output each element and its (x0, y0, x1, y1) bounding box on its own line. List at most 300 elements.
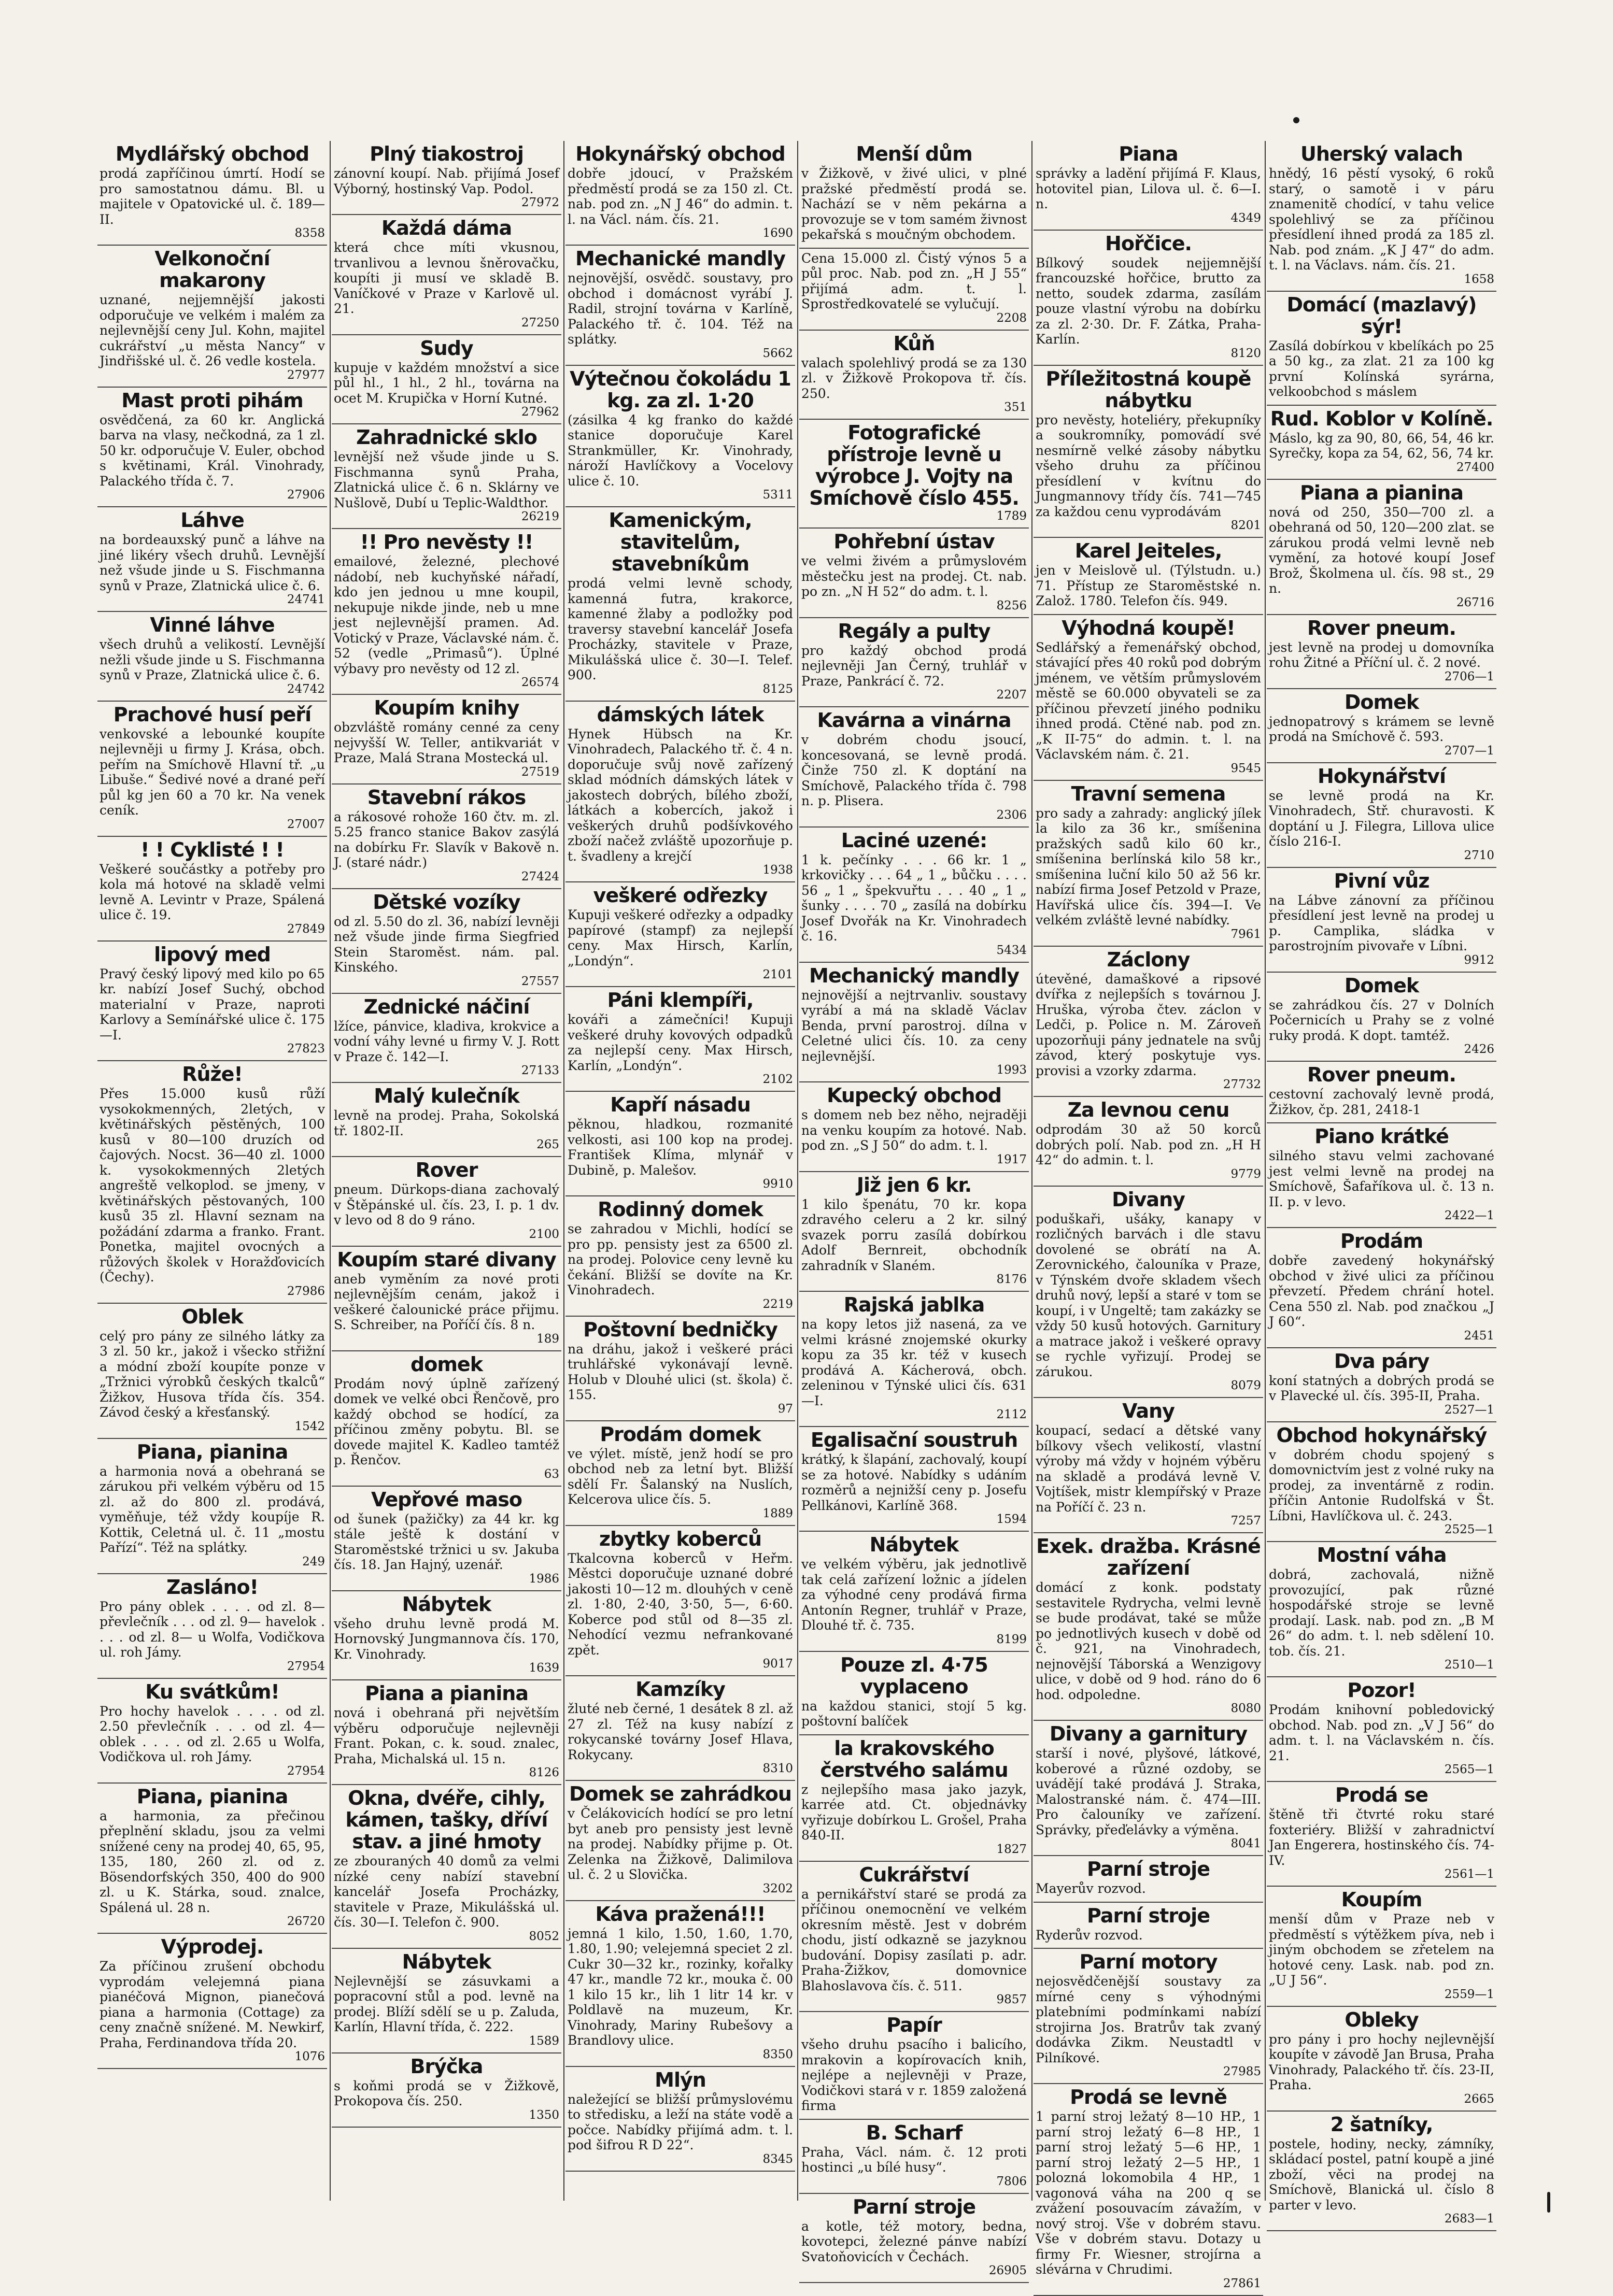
classified-ad (332, 1591, 561, 1681)
page-mark (1547, 2192, 1550, 2213)
ad-text: obzvláště romány cenné za ceny nejvyšší W. Teller, antikvariát v Praze, Malá Strana Mostecká ul. (334, 720, 559, 765)
ad-number: 97 (777, 1402, 793, 1416)
ad-text: Za příčinou zrušení obchodu vyprodám velejemná piana pianéčová Mignon, pianečová piana a harmonia (Cottage) za ceny značně snížené. M. Newkirf, Praha, Ferdinandova třída 20. (100, 1959, 325, 2050)
ad-number: 2527—1 (1444, 1403, 1494, 1417)
ad-number: 26716 (1456, 595, 1494, 609)
ad-text: útevěné, damaškové a ripsové dvířka z nejlepších s továrnou J. Hruška, výroba čtev. záclon v Ledči, p. Police n. M. Zároveň upozorňuji pány jednatele na svůj závod, který poskytuje vys. provisi a vzorky zdarma. (1036, 971, 1261, 1078)
ad-text: 1 k. pečínky . . . 66 kr. 1 „ krkovičky . . . 64 „ 1 „ bůčku . . . . 56 „ 1 „ špekvuřtu . . . 40 „ 1 „ šunky . . . . 70 „ zasílá na dobírku Josef Dvořák na Kr. Vinohradech č. 16. (801, 852, 1027, 944)
ad-number: 351 (1004, 401, 1027, 414)
ad-number: 27985 (1223, 2065, 1261, 2078)
ad-text: aneb vyměním za nové proti nejlevnějším cenám, jakož i veškeré čalounické práce přijmu. S. Schreiber, na Poříčí čís. 8 n. (334, 1271, 559, 1332)
ad-text: pro nevěsty, hoteliéry, překupníky a soukromníky, pomovádí své nesmírně velké zásoby nábytku všeho druhu za příčinou přesídlení v kvítnu do Jungmannovy třídy čís. 741—745 za každou cenu vyprodávám (1036, 412, 1261, 519)
ad-number: 8201 (1230, 519, 1261, 532)
classified-ad (332, 1949, 561, 2053)
ad-number: 2665 (1464, 2092, 1494, 2106)
classified-ad (1267, 141, 1496, 292)
ad-number: 2559—1 (1444, 1987, 1494, 2001)
ad-number: 27823 (287, 1042, 325, 1056)
ad-number: 8310 (762, 1762, 793, 1775)
classified-ad (1267, 480, 1496, 615)
ad-heading: Růže! (182, 1063, 243, 1086)
ad-text: správky a ladění přijímá F. Klaus, hotovitel pian, Lilova ul. č. 6—I. n. (1036, 166, 1261, 211)
ad-number: 2706—1 (1444, 669, 1494, 683)
classified-ad (565, 702, 795, 883)
ad-text: prodá zapříčinou úmrtí. Hodí se pro samostatnou dámu. Bl. u majitele v Opatovické ul. č. 189—II. (100, 166, 325, 227)
ad-heading: Egalisační soustruh (810, 1429, 1018, 1451)
ad-number: 8345 (762, 2152, 793, 2166)
classified-ad (1267, 1348, 1496, 1422)
ad-number: 27986 (287, 1284, 325, 1298)
ad-number: 2426 (1464, 1043, 1494, 1056)
ad-number: 1594 (996, 1513, 1027, 1526)
ad-text: naležející se bližší průmyslovému to středisku, a leží na státe vodě a počce. Nabídky přijímá adm. t. l. pod šifrou R D 22“. (568, 2091, 793, 2152)
ad-text: pro každý obchod prodá nejlevněji Jan Černý, truhlář v Praze, Pankrácí č. 72. (801, 643, 1027, 689)
classified-ad (799, 141, 1029, 249)
classified-ad (332, 424, 561, 529)
classified-ad (1034, 615, 1263, 781)
classified-ad (1034, 2084, 1263, 2296)
ad-number: 9910 (762, 1177, 793, 1191)
ad-number: 249 (302, 1555, 325, 1568)
ad-heading: Menší dům (856, 142, 972, 165)
ad-text: Přes 15.000 kusů růží vysokokmenných, 2letých, v květinářských pěstěných, 100 kusů v 80—100 druzích od čajových. Nocst. 36—40 zl. 1000 k. vysokokmenných 2letých angreště velkoplod. se jmeny, v květinářských pěstovaných, 100 kusů 35 zl. Hlavní seznam na požádání zdarma a franko. Frant. Ponetka, majitel ovocných a růžových školek v Horažďovicích (Čechy). (100, 1086, 325, 1285)
classified-ad (97, 1439, 327, 1574)
ad-text: s domem neb bez něho, nejraději na venku koupím za hotové. Nab. pod zn. „S J 50“ do adm. t. l. (801, 1107, 1027, 1153)
ad-heading: Piana a pianina (365, 1682, 528, 1705)
ad-number: 8080 (1230, 1702, 1261, 1715)
ad-heading: Travní semena (1071, 782, 1226, 805)
ad-heading: Dva páry (1334, 1349, 1430, 1373)
ad-text: Praha, Václ. nám. č. 12 proti hostinci „u bílé husy“. (801, 2144, 1027, 2175)
classified-ad (565, 246, 795, 366)
ad-number: 1076 (294, 2050, 325, 2063)
classified-ad (1034, 1187, 1263, 1399)
ad-text: všeho druhu psacího i balicího, mrakovin a kopírovacích knih, nejlépe a nejlevněji v Praze, Vodičkovi stará v r. 1859 založená firma (801, 2037, 1027, 2113)
classified-ad (799, 2012, 1029, 2120)
classified-ad (565, 987, 795, 1092)
ad-heading: 2 šatníky, (1330, 2113, 1433, 2136)
ad-heading: B. Scharf (866, 2121, 963, 2144)
classified-ad (565, 507, 795, 702)
ad-number: 5311 (762, 488, 793, 502)
ad-heading: Záclony (1107, 948, 1190, 971)
classified-ad (565, 1781, 795, 1901)
classified-ad (1267, 2007, 1496, 2112)
ad-column-6 (1267, 141, 1496, 2226)
ad-heading: Kamzíky (635, 1678, 725, 1701)
ad-number: 5434 (996, 943, 1027, 957)
ad-text: dobrá, zachovalá, nižně provozující, pak různé hospodářské stroje se levně prodají. Lask. nab. pod zn. „B M 26“ do adm. t. l. neb sdělení 10. tob. čís. 21. (1269, 1567, 1494, 1659)
ad-heading: Výtečnou čokoládu 1 kg. za zl. 1·20 (570, 367, 791, 412)
classified-ad (565, 882, 795, 987)
ad-heading: Vinné láhve (150, 614, 275, 636)
ad-heading: Nábytek (402, 1592, 491, 1616)
ad-heading: Velkonoční makarony (154, 247, 270, 292)
classified-ad (332, 1351, 561, 1487)
classified-ad (1034, 141, 1263, 231)
classified-ad (565, 1676, 795, 1781)
classified-ad (1034, 1949, 1263, 2084)
ad-heading: Nábytek (402, 1950, 491, 1973)
ad-text: Pravý český lipový med kilo po 65 kr. nabízí Josef Suchý, obchod materialní v Praze, naproti Karlovy a Semínářské ulice č. 175—I. (100, 966, 325, 1043)
ad-heading: Kůň (893, 332, 935, 355)
ad-text: Kupuji veškeré odřezky a odpadky papírové (stampf) za nejlepší ceny. Max Hirsch, Karlín, „Londýn“. (568, 907, 793, 968)
ad-text: uznané, nejjemnější jakosti odporučuje ve velkém i malém za nejlevnější ceny Jul. Kohn, majitel cukrářství „u města Nancy“ v Jindřišské ul. č. 26 vedle kostela. (100, 292, 325, 368)
ad-heading: Prodá se (1335, 1784, 1428, 1806)
ad-number: 1639 (529, 1661, 559, 1675)
ad-text: jen v Meislově ul. (Týlstudn. u.) 71. Přístup ze Staroměstské n. Založ. 1780. Telefon čís. 949. (1036, 563, 1261, 608)
ad-number: 27519 (521, 765, 559, 779)
ad-text: pěknou, hladkou, rozmanité velkosti, asi 100 kop na prodej. František Klíma, mlynář v Dubině, p. Malešov. (568, 1117, 793, 1178)
ad-text: která chce míti vkusnou, trvanlivou a levnou šněrovačku, koupíti ji musí ve skladě B. Vaníčkové v Praze v Karlově ul. 21. (334, 240, 559, 316)
ad-text: se levně prodá na Kr. Vinohradech, Stř. churavosti. K doptání u J. Filegra, Lillova ulice číslo 216-I. (1269, 788, 1494, 849)
ad-text: valach spolehlivý prodá se za 130 zl. v Žižkově Prokopova tř. čís. 250. (801, 355, 1027, 401)
ad-number: 7961 (1230, 927, 1261, 941)
ad-text: ve velkém výběru, jak jednotlivě tak celá zařízení ložnic a jídelen za výhodné ceny prodává firma Antonín Regner, truhlář v Praze, Dlouhé tř. č. 735. (801, 1557, 1027, 1633)
ad-number: 8176 (996, 1273, 1027, 1286)
ad-heading: !! Pro nevěsty !! (360, 531, 533, 553)
ad-heading: Rover pneum. (1307, 1063, 1456, 1086)
classified-ad (332, 2053, 561, 2128)
ad-text: a pernikářství staré se prodá za příčinou onemocnění ve velkém okresním městě. Jest v dobrém chodu, jistí odkazně se jazyknou budování. Dopisy zasílati p. adr. Praha-Žižkov, domovnice Blahoslavova čís. č. 511. (801, 1886, 1027, 1993)
ad-number: 2219 (762, 1297, 793, 1311)
ad-heading: Kavárna a vinárna (817, 709, 1011, 732)
ad-heading: Pivní vůz (1334, 869, 1430, 892)
ad-heading: Piana a pianina (1300, 481, 1463, 504)
ad-number: 27250 (521, 316, 559, 330)
ad-number: 26574 (521, 676, 559, 689)
ad-heading: Hokynářství (1318, 764, 1446, 788)
ad-heading: Každá dáma (381, 217, 512, 239)
classified-ad (799, 1862, 1029, 2013)
ad-heading: zbytky koberců (599, 1527, 762, 1550)
ad-heading: veškeré odřezky (593, 884, 768, 907)
classified-ad (1267, 763, 1496, 868)
ad-number: 2422—1 (1444, 1209, 1494, 1222)
ad-text: celý pro pány ze silného látky za 3 zl. 50 kr., jakož i všecko střižní a módní zboží koupíte ponze v „Tržnici výrobků českých tkalců“ Žižkov, Husova třída čís. 354. Závod český a křesťanský. (100, 1328, 325, 1420)
classified-ad (332, 1247, 561, 1351)
ad-heading: Rodinný domek (598, 1198, 763, 1221)
ad-text: nejosvědčenější soustavy za mírné ceny s výhodnými platebními podmínkami nabízí strojirna Jos. Bratrův tak zvaný dodávka Zikm. Neustadtl v Pilníkové. (1036, 1974, 1261, 2065)
ad-number: 8350 (762, 2047, 793, 2061)
ad-heading: Mast proti pihám (121, 389, 303, 412)
ad-text: na kopy letos již nasená, za ve velmi krásné znojemské okurky kopu za 35 kr. též v kusech prodává A. Kácherová, obch. zeleninou v Týnské ulici čís. 631—I. (801, 1317, 1027, 1408)
classified-ad (97, 702, 327, 837)
ad-heading: Zahradnické sklo (356, 426, 537, 449)
ad-text: a kotle, též motory, bedna, kovotepci, železné pánve nabízí Svatoňovicích v Čechách. (801, 2218, 1027, 2264)
ad-heading: Hořčice. (1105, 232, 1192, 255)
ad-text: jemná 1 kilo, 1.50, 1.60, 1.70, 1.80, 1.90; velejemná speciet 2 zl. Cukr 30—32 kr., rozinky, kořalky 47 kr., mandle 72 kr., mouka č. 00 1 kilo 15 kr., lih 1 litr 14 kr. v Poldlavě na muzeum, Kr. Vinohrady, Mariny Rubešovy a Brandlovy ulice. (568, 1926, 793, 2048)
ad-heading: Piana (1119, 142, 1178, 165)
ad-text: všech druhů a velikostí. Levnější nežli všude jinde u S. Fischmanna synů v Praze, Zlatnická ulice č. 6. (100, 637, 325, 682)
ad-heading: Nábytek (869, 1533, 959, 1556)
ad-number: 27849 (287, 922, 325, 936)
ad-text: jednopatrový s krámem se levně prodá na Smíchově č. 593. (1269, 714, 1494, 744)
ad-heading: Parní stroje (1087, 1904, 1210, 1927)
ad-heading: Fotografické přístroje levně u výrobce J. Vojty na Smíchově číslo 455. (809, 421, 1019, 509)
ad-text: Pro hochy havelok . . . . od zl. 2.50 převlečník . . . od zl. 4— oblek . . . . od zl. 2.65 u Wolfa, Vodičkova ul. roh Jámy. (100, 1703, 325, 1764)
ad-heading: Malý kulečník (374, 1085, 519, 1107)
classified-ad (799, 828, 1029, 963)
classified-ad (799, 2120, 1029, 2194)
classified-ad (799, 1172, 1029, 1292)
classified-ad (1267, 406, 1496, 480)
ad-number: 27007 (287, 817, 325, 831)
ad-text: nová od 250, 350—700 zl. a obehraná od 50, 120—200 zlat. se zárukou prodá velmi levně neb vymění, za hotové koupí Josef Brož, Školmena ul. čís. 98 st., 29 n. (1269, 504, 1494, 596)
ad-text: koupací, sedací a dětské vany bílkovy všech velikostí, vlastní výroby má vždy v hojném výběru na skladě a prodává levně V. Vojtíšek, mistr klempířský v Praze na Poříčí č. 23 n. (1036, 1423, 1261, 1515)
classified-ad (565, 2067, 795, 2172)
ad-number: 1938 (762, 863, 793, 877)
ad-number: 1917 (996, 1152, 1027, 1166)
ad-number: 27557 (521, 974, 559, 988)
ad-text: levnější než všude jinde u S. Fischmanna synů Praha, Zlatnická ulice č. 6 n. Sklárny ve Nušlově, Dubí u Teplic-Waldthor. (334, 449, 559, 510)
classified-ad (799, 1082, 1029, 1172)
ad-text: Nejlevnější se zásuvkami a popracovní stůl a pod. levně na prodej. Blíží sdělí se u p. Zaluda, Karlín, Hlavní třída, č. 222. (334, 1973, 559, 2034)
ad-text: postele, hodiny, necky, zámníky, skládací postel, patní koupě a jiné zboží, věci na prodej na Smíchově, Blanická ul. číslo 8 parter v levo. (1269, 2136, 1494, 2213)
ad-number: 63 (544, 1467, 559, 1481)
ad-column-3 (565, 141, 795, 2201)
classified-ad (1267, 1887, 1496, 2007)
ad-number: 27861 (1223, 2276, 1261, 2290)
ad-heading: Zasláno! (166, 1575, 258, 1599)
ad-number: 189 (536, 1332, 559, 1346)
classified-ad (332, 785, 561, 889)
ad-text: cestovní zachovalý levně prodá, Žižkov, čp. 281, 2418-1 (1269, 1087, 1494, 1117)
column-rule (797, 141, 798, 2201)
ad-heading: Hokynářský obchod (575, 142, 785, 165)
ad-text: na dráhu, jakož i veškeré práci truhlářské vykonávají levně. Holub v Dlouhé ulici (st. škola) č. 155. (568, 1341, 793, 1402)
ad-text: ze zbouraných 40 domů za velmi nízké ceny nabízí stavební kancelář Josefa Procházky, stavitele v Praze, Mikulášská ul. čís. 30—I. Telefon č. 900. (334, 1853, 559, 1930)
ad-number: 7806 (996, 2174, 1027, 2188)
ad-heading: Karel Jeiteles, (1074, 539, 1222, 562)
ad-heading: Obleky (1345, 2008, 1419, 2031)
classified-ad (565, 1421, 795, 1526)
ad-text: na každou stanici, stojí 5 kg. poštovní balíček (801, 1698, 1027, 1729)
classified-ad (799, 249, 1029, 331)
ad-text: pro pány i pro hochy nejlevnější koupíte v závodě Jan Brusa, Praha Vinohrady, Palackého tř. čís. 23-II, Praha. (1269, 2031, 1494, 2092)
ad-heading: Poštovní bedničky (583, 1318, 777, 1341)
ad-number: 27972 (521, 196, 559, 209)
ad-number: 2102 (762, 1073, 793, 1086)
ad-heading: Vany (1122, 1400, 1175, 1422)
classified-ad (1034, 1097, 1263, 1187)
ad-heading: Prodá se levně (1070, 2086, 1227, 2108)
ad-heading: Domácí (mazlavý) sýr! (1286, 293, 1477, 338)
ad-text: žluté neb černé, 1 desátek 8 zl. až 27 zl. Též na kusy nabízí z rokycanské továrny Josef Hlava, Rokycany. (568, 1701, 793, 1762)
ad-text: Ryderův rozvod. (1036, 1927, 1143, 1943)
classified-ad (1267, 1677, 1496, 1782)
ad-text: kováři a zámečníci! Kupuji veškeré druhy kovových odpadků za nejlepší ceny. Max Hirsch, Karlín, „Londýn“. (568, 1012, 793, 1073)
classified-ad (97, 1574, 327, 1679)
ad-heading: lipový med (154, 943, 271, 966)
ad-number: 2112 (996, 1408, 1027, 1421)
classified-ad (799, 707, 1029, 828)
ad-number: 27400 (1456, 460, 1494, 474)
ad-number: 5662 (762, 346, 793, 360)
ad-heading: Domek (1344, 974, 1419, 997)
ad-text: dobře jdoucí, v Pražském předměstí prodá se za 150 zl. Ct. nab. pod zn. „N J 46“ do admin. t. l. na Václ. nám. čís. 21. (568, 166, 793, 227)
ad-number: 24742 (287, 682, 325, 696)
classified-ad (332, 529, 561, 695)
classified-ad (799, 963, 1029, 1083)
classified-ad (799, 618, 1029, 708)
classified-ad (799, 1532, 1029, 1652)
ad-number: 2525—1 (1444, 1523, 1494, 1536)
ad-text: Mayerův rozvod. (1036, 1881, 1146, 1896)
ad-number: 27977 (287, 368, 325, 382)
ad-text: emailové, železné, plechové nádobí, neb kuchyňské nářadí, kdo jen jednou u mne koupil, nekupuje nikde jinde, neb u mne jest nejlevnější pramen. Ad. Votický v Praze, Václavské nám. č. 52 (vedle „Primasů“). Úplné výbavy pro nevěsty od 12 zl. (334, 554, 559, 676)
ad-heading: Kamenickým, stavitelům, stavebníkům (609, 509, 752, 575)
ad-heading: domek (411, 1352, 483, 1376)
ad-number: 2306 (996, 808, 1027, 822)
ad-heading: Papír (886, 2014, 942, 2036)
classified-ad (1034, 781, 1263, 947)
classified-ad (332, 1785, 561, 1949)
ad-heading: Pohřební ústav (833, 530, 995, 553)
ad-text: Pro pány oblek . . . . od zl. 8— převlečník . . . od zl. 9— havelok . . . . od zl. 8— u Wolfa, Vodičkova ul. roh Jámy. (100, 1599, 325, 1660)
ad-heading: dámských látek (597, 703, 764, 726)
ad-number: 1542 (294, 1419, 325, 1433)
ad-number: 2451 (1464, 1329, 1494, 1343)
classified-ad (799, 331, 1029, 420)
classified-ad (97, 1679, 327, 1784)
ad-text: 1 kilo špenátu, 70 kr. kopa zdravého celeru a 2 kr. silný svazek porru zasílá dobírkou Adolf Bernreit, obchodník zahradník v Slaném. (801, 1196, 1027, 1273)
ad-number: 1993 (996, 1063, 1027, 1077)
ad-text: a harmonia, za přečinou přeplnění skladu, jsou za velmi snížené ceny na prodej 40, 65, 95, 135, 180, 260 zl. od z. Bösendorfských 350, 400 do 900 zl. u K. Stárka, soud. znalce, Spálená ul. 28 n. (100, 1808, 325, 1915)
ad-number: 27133 (521, 1064, 559, 1077)
column-rule (330, 141, 331, 2201)
classified-ad (565, 1526, 795, 1677)
ad-text: Veškeré součástky a potřeby pro kola má hotové na skladě velmi levně A. Levintr v Praze, Spálená ulice č. 19. (100, 861, 325, 922)
ad-text: v Čelákovicích hodící se pro letní byt aneb pro pensisty jest levně na prodej. Nabídky přijme p. Ot. Zelenka na Žižkově, Dalimilova ul. č. 2 u Slovička. (568, 1806, 793, 1882)
ad-text: Cena 15.000 zl. Čistý výnos 5 a půl proc. Nab. pod zn. „H J 55“ přijímá adm. t. l. Sprostředkovatelé se vylučují. (801, 250, 1027, 311)
classified-ad (1034, 231, 1263, 366)
ad-heading: Exek. dražba. Krásné zařízení (1036, 1535, 1261, 1579)
ad-text: od zl. 5.50 do zl. 36, nabízí levněji než všude jinde firma Siegfried Stein Staroměst. nám. pal. Kinského. (334, 914, 559, 975)
ad-text: starší i nové, plyšové, látkové, koberové a různé ozdoby, se uvádějí také prodává J. Straka, Malostranské nám. č. 474—III. Pro čalouníky ve zařízení. Správky, přeďelávky a výměna. (1036, 1746, 1261, 1837)
ad-text: Zasílá dobírkou v kbelíkách po 25 a 50 kg., za zlat. 21 za 100 kg první Kolínská syrárna, velkoobchod s máslem (1269, 338, 1494, 399)
classified-ad (1034, 1533, 1263, 1721)
ad-number: 9779 (1230, 1167, 1261, 1181)
ad-heading: Prodám (1340, 1230, 1423, 1252)
ad-number: 24741 (287, 593, 325, 606)
ad-heading: Piana, pianina (136, 1785, 288, 1808)
classified-ad (332, 335, 561, 425)
ad-text: kupuje v každém množství a sice půl hl., 1 hl., 2 hl., továrna na ocet M. Krupička v Horní Kutné. (334, 360, 559, 406)
ad-text: nová i obehraná při největším výběru odporučuje nejlevněji Frant. Pokan, c. k. soud. znalec, Praha, Michalská ul. 15 n. (334, 1705, 559, 1766)
ad-number: 7257 (1230, 1514, 1261, 1528)
ad-heading: Mydlářský obchod (115, 142, 309, 165)
classified-ad (799, 1427, 1029, 1532)
ad-number: 8125 (762, 682, 793, 696)
ad-text: prodá velmi levně schody, kamenná futra, krakorce, kamenné žlaby a podložky pod traversy stavební kancelář Josefa Procházky, stavitele v Praze, Mikulášská ulice č. 30—I. Telef. 900. (568, 576, 793, 682)
ad-heading: Sudy (420, 336, 473, 360)
ad-heading: Kupecký obchod (827, 1084, 1001, 1107)
column-rule (1031, 141, 1032, 2201)
ad-heading: Plný tiakostroj (370, 142, 523, 165)
ad-text: štěně tři čtvrté roku staré foxteriéry. Bližší v zahradnictví Jan Engerera, hostinského čís. 74-IV. (1269, 1807, 1494, 1868)
classified-ad (565, 1901, 795, 2067)
ad-number: 26905 (988, 2264, 1027, 2277)
ad-number: 26219 (521, 510, 559, 523)
ad-heading: Laciné uzené: (841, 829, 987, 852)
ad-heading: ! ! Cyklisté ! ! (140, 838, 284, 861)
ad-number: 1350 (529, 2108, 559, 2122)
classified-ad (1267, 2112, 1496, 2232)
ad-text: menší dům v Praze neb v předměstí s výtěžkem píva, neb i jiným obchodem se zřetelem na hotové ceny. Lask. nab. pod zn. „U J 56“. (1269, 1912, 1494, 1988)
ad-column-1 (97, 141, 327, 2201)
ad-text: z nejlepšího masa jako jazyk, karrée atd. Ct. objednávky vyřizuje dobírkou L. Grošel, Praha 840-II. (801, 1781, 1027, 1843)
ad-text: se zahradou v Michli, hodící se pro pp. pensisty jest za 6500 zl. na prodej. Polovice ceny levně ku čekání. Bližší se dovíte na Kr. Vinohradech. (568, 1221, 793, 1297)
ad-text: na bordeauxský punč a láhve na jiné likéry všech druhů. Levnější než všude jinde u S. Fischmanna synů v Praze, Zlatnická ulice č. 6. (100, 532, 325, 593)
ad-heading: Láhve (180, 509, 244, 532)
classified-ad (97, 612, 327, 702)
classified-ad (332, 1083, 561, 1157)
classified-ad (1267, 615, 1496, 689)
ad-heading: Výhodná koupě! (1062, 616, 1235, 639)
ad-text: v Žižkově, v živé ulici, v plné pražské předměstí prodá se. Nachází se v něm pekárna a provozuje se v tom samém živnost pekařská s moučným obchodem. (801, 166, 1027, 242)
ad-text: a rákosové rohože 160 čtv. m. zl. 5.25 franco stanice Bakov zasýlá na dobírku Fr. Slavík v Bakově n. J. (staré nádr.) (334, 809, 559, 870)
classified-ad (332, 1680, 561, 1785)
classified-ad (332, 994, 561, 1083)
ad-heading: Cukrářství (859, 1863, 969, 1886)
ad-text: zánovní koupí. Nab. přijímá Josef Výborný, hostinský Vap. Podol. (334, 166, 559, 196)
classified-ad (1267, 689, 1496, 763)
ad-number: 1589 (529, 2034, 559, 2048)
classified-ad (332, 141, 561, 215)
ad-heading: Okna, dvéře, cihly, kámen, tašky, dříví stav. a jiné hmoty (345, 1787, 548, 1853)
classified-ad (1034, 1856, 1263, 1903)
ad-text: (zásilka 4 kg franko do každé stanice doporučuje Karel Strankmüller, Kr. Vinohrady, nároží Havlíčkovy a Vocelovy ulice č. 10. (568, 412, 793, 489)
ad-text: pro sady a zahrady: anglický jílek la kilo za 36 kr., smíšenina pražských sadů kilo 60 kr., smíšenina berlínská kilo 58 kr., smíšenina luční kilo 50 až 56 kr. nabízí firma Josef Petzold v Praze, Havířská ulice čís. 394—I. Ve velkém zvláště levné nabídky. (1036, 805, 1261, 928)
classified-ad (799, 1292, 1029, 1427)
ad-number: 26720 (287, 1915, 325, 1928)
classified-ad (332, 695, 561, 785)
classified-ad (1034, 1721, 1263, 1856)
ad-text: levně na prodej. Praha, Sokolská tř. 1802-II. (334, 1108, 559, 1138)
ad-heading: Parní stroje (853, 2195, 975, 2218)
ad-number: 2101 (762, 968, 793, 981)
ad-heading: Mostní váha (1317, 1544, 1447, 1566)
ad-number: 2561—1 (1444, 1867, 1494, 1881)
ad-text: hnědý, 16 pěstí vysoký, 6 roků starý, o samotě i v páru znamenitě chodící, v tahu velice spolehlivý se za příčinou přesídlení ihned prodá za 185 zl. Nab. pod znám. „K J 47“ do adm. t. l. na Václavs. nám. čís. 21. (1269, 166, 1494, 273)
classified-ad (799, 2194, 1029, 2284)
ad-number: 1889 (762, 1506, 793, 1520)
ad-text: všeho druhu levně prodá M. Hornovský Jungmannova čís. 170, Kr. Vinohrady. (334, 1616, 559, 1662)
ad-heading: Koupím staré divany (337, 1248, 556, 1271)
ad-heading: Regály a pulty (838, 619, 991, 643)
classified-ad (799, 1652, 1029, 1735)
ad-text: Bílkový soudek nejjemnější francouzské hořčice, brutto za netto, soudek zdarma, zasílám pouze vlastní výrobu na dobírku za zl. 2·30. Dr. F. Zátka, Praha-Karlín. (1036, 255, 1261, 347)
ad-heading: la krakovského čerstvého salámu (820, 1736, 1008, 1781)
ad-heading: Domek se zahrádkou (569, 1782, 791, 1805)
ad-text: Hynek Hübsch na Kr. Vinohradech, Palackého tř. č. 4 n. doporučuje svůj nově zařízený sklad módních dámských látek v jakostech dobrých, bílého zboží, látkách a kobercích, jakož i veškerých druhů podšívkového zboží načež zvláště upozorňuje p. t. švadleny a krejčí (568, 726, 793, 864)
ad-heading: Koupím (1341, 1888, 1422, 1911)
ad-heading: Piana, pianina (136, 1440, 288, 1463)
ad-heading: Výprodej. (161, 1935, 264, 1958)
ad-heading: Divany a garnitury (1049, 1722, 1248, 1745)
classified-ad (799, 529, 1029, 618)
ad-number: 27732 (1223, 1078, 1261, 1091)
ad-text: domácí z konk. podstaty sestavitele Rydrycha, velmi levně se bude prodávat, také se může po jednotlivých kusech v době od č. 921, na Vinohradech, nejnovější Táborská a Wenzigovy ulice, v době od 9 hod. ráno do 6 hod. odpoledne. (1036, 1580, 1261, 1702)
ad-number: 8358 (294, 226, 325, 240)
ad-text: odprodám 30 až 50 korců dobrých polí. Nab. pod zn. „H H 42“ do admin. t. l. (1036, 1122, 1261, 1167)
ad-heading: Domek (1344, 690, 1419, 714)
ad-heading: Koupím knihy (374, 696, 519, 719)
ad-heading: Parní stroje (1087, 1858, 1210, 1880)
ad-number: 8052 (529, 1929, 559, 1943)
ad-number: 1690 (762, 226, 793, 240)
